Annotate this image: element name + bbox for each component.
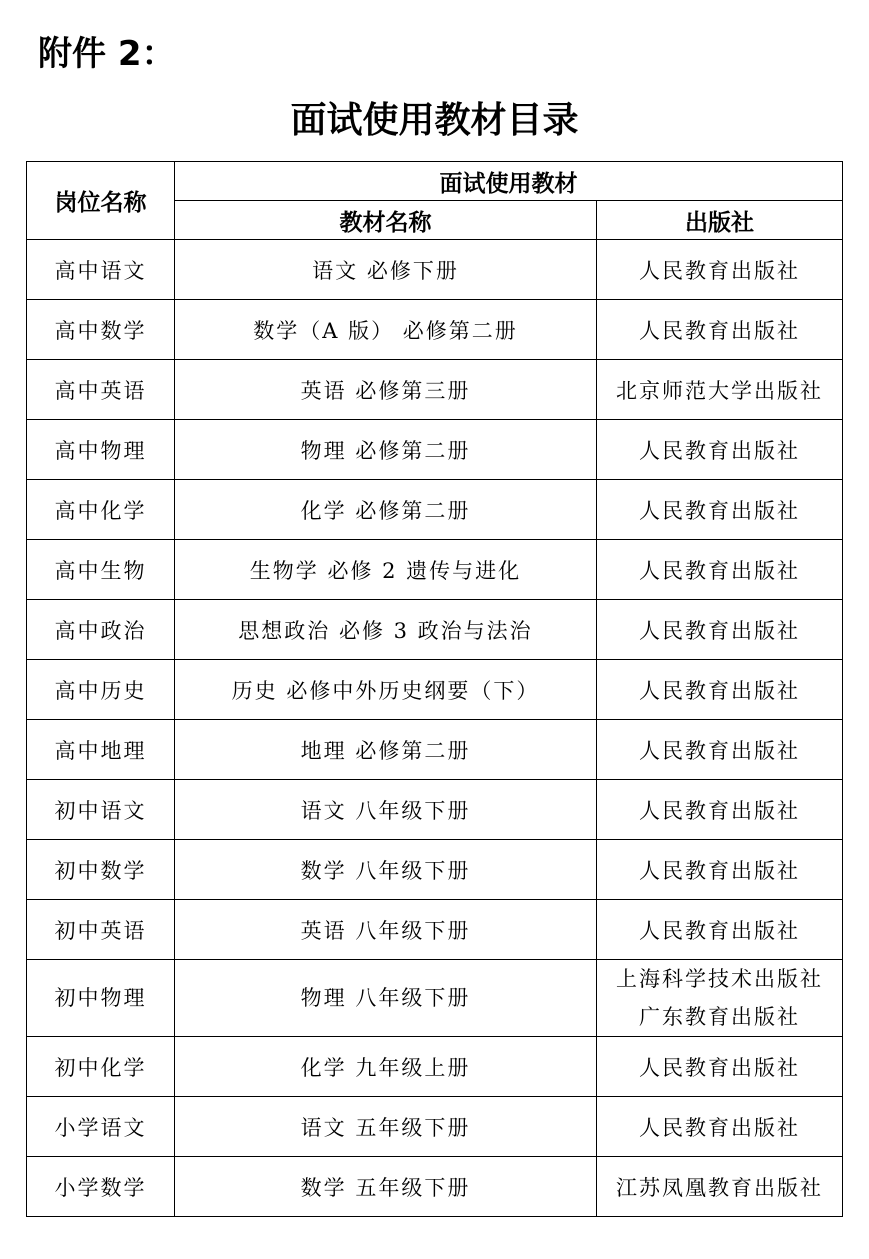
table-row [27,300,843,360]
cell-textbook: 英语 必修第三册 [175,360,597,420]
publisher-name: 人民教育出版社 [639,1055,800,1080]
publisher-name: 人民教育出版社 [639,438,800,463]
header-position: 岗位名称 [27,162,175,240]
cell-textbook: 英语 八年级下册 [175,900,597,960]
table-row [27,840,843,900]
cell-position: 初中物理 [27,960,175,1037]
table-row [27,600,843,660]
header-textbook-group: 面试使用教材 [175,162,843,201]
textbook-catalog-table [26,161,843,1217]
cell-publisher [597,600,843,660]
cell-position: 高中物理 [27,420,175,480]
cell-position: 高中生物 [27,540,175,600]
cell-publisher [597,900,843,960]
cell-publisher [597,240,843,300]
table-header [27,162,843,240]
cell-position: 高中政治 [27,600,175,660]
table-row [27,1037,843,1097]
cell-position: 初中英语 [27,900,175,960]
cell-publisher [597,300,843,360]
cell-publisher [597,1097,843,1157]
header-publisher: 出版社 [597,201,843,240]
cell-textbook: 物理 八年级下册 [175,960,597,1037]
cell-publisher [597,1037,843,1097]
cell-publisher [597,960,843,1037]
cell-position: 高中语文 [27,240,175,300]
table-row [27,540,843,600]
cell-position: 小学数学 [27,1157,175,1217]
cell-textbook: 物理 必修第二册 [175,420,597,480]
cell-textbook: 数学（A 版） 必修第二册 [175,300,597,360]
cell-position: 初中化学 [27,1037,175,1097]
publisher-name: 人民教育出版社 [639,798,800,823]
publisher-name: 人民教育出版社 [639,858,800,883]
cell-textbook: 生物学 必修 2 遗传与进化 [175,540,597,600]
publisher-name: 人民教育出版社 [639,738,800,763]
cell-publisher [597,480,843,540]
cell-textbook: 数学 五年级下册 [175,1157,597,1217]
cell-position: 高中化学 [27,480,175,540]
cell-publisher [597,840,843,900]
publisher-name: 上海科学技术出版社 [616,967,823,991]
publisher-name: 人民教育出版社 [639,618,800,643]
cell-textbook: 思想政治 必修 3 政治与法治 [175,600,597,660]
cell-textbook: 化学 必修第二册 [175,480,597,540]
publisher-name: 人民教育出版社 [639,318,800,343]
publisher-name: 北京师范大学出版社 [616,378,823,403]
publisher-name: 江苏凤凰教育出版社 [616,1175,823,1200]
cell-textbook: 数学 八年级下册 [175,840,597,900]
cell-position: 高中地理 [27,720,175,780]
cell-publisher [597,420,843,480]
cell-textbook: 历史 必修中外历史纲要（下） [175,660,597,720]
cell-position: 高中英语 [27,360,175,420]
table-row [27,720,843,780]
attachment-label: 附件 2： [38,34,176,74]
cell-textbook: 化学 九年级上册 [175,1037,597,1097]
cell-textbook: 地理 必修第二册 [175,720,597,780]
cell-publisher [597,1157,843,1217]
table-row [27,480,843,540]
cell-position: 初中语文 [27,780,175,840]
cell-publisher [597,360,843,420]
publisher-name: 人民教育出版社 [639,678,800,703]
cell-position: 高中数学 [27,300,175,360]
cell-publisher [597,720,843,780]
table-row [27,1157,843,1217]
table-row [27,240,843,300]
table-row [27,660,843,720]
cell-position: 小学语文 [27,1097,175,1157]
table-row [27,900,843,960]
cell-position: 初中数学 [27,840,175,900]
cell-textbook: 语文 八年级下册 [175,780,597,840]
table-row [27,360,843,420]
table-row [27,1097,843,1157]
publisher-name: 人民教育出版社 [639,1115,800,1140]
cell-textbook: 语文 必修下册 [175,240,597,300]
table-row [27,960,843,1037]
table-row [27,780,843,840]
publisher-name: 广东教育出版社 [639,1005,800,1029]
table-row [27,420,843,480]
table-body [27,240,843,1217]
cell-publisher [597,780,843,840]
publisher-name: 人民教育出版社 [639,498,800,523]
publisher-name: 人民教育出版社 [639,258,800,283]
cell-position: 高中历史 [27,660,175,720]
cell-textbook: 语文 五年级下册 [175,1097,597,1157]
cell-publisher [597,660,843,720]
publisher-name: 人民教育出版社 [639,918,800,943]
publisher-name: 人民教育出版社 [639,558,800,583]
document-title: 面试使用教材目录 [290,100,579,141]
header-textbook-name: 教材名称 [175,201,597,240]
cell-publisher [597,540,843,600]
